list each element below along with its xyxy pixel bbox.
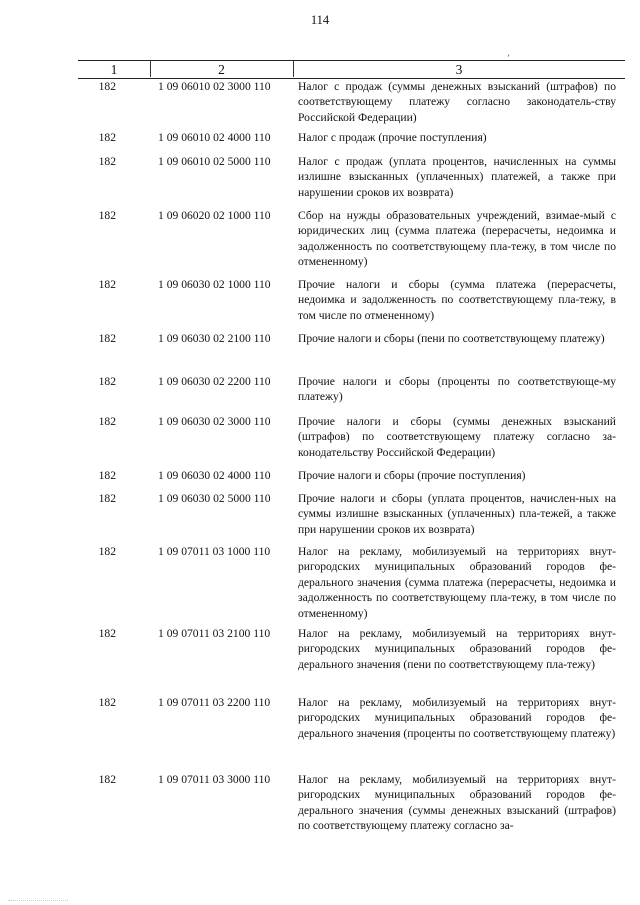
row-kbk-code: 1 09 06030 02 3000 110 <box>158 415 271 428</box>
column-header-2: 2 <box>218 62 225 77</box>
row-kbk-code: 1 09 06010 02 4000 110 <box>158 131 271 144</box>
row-code: 182 <box>98 492 116 505</box>
row-kbk-code: 1 09 06030 02 5000 110 <box>158 492 271 505</box>
column-divider-1 <box>150 60 151 77</box>
page-number: 114 <box>310 13 330 27</box>
row-kbk-code: 1 09 06030 02 2100 110 <box>158 332 271 345</box>
row-kbk-code: 1 09 06010 02 5000 110 <box>158 155 271 168</box>
row-description: Налог на рекламу, мобилизуемый на территориях внут-ригородских муниципальных образований городов фе-дерального значения (пени по соответствующему пла-тежу) <box>298 627 616 671</box>
row-kbk-code: 1 09 06030 02 4000 110 <box>158 469 271 482</box>
row-kbk-code: 1 09 06030 02 2200 110 <box>158 375 271 388</box>
row-code: 182 <box>98 131 116 144</box>
margin-line <box>8 900 68 901</box>
row-description: Налог с продаж (суммы денежных взысканий (штрафов) по соответствующему платежу согласно законодатель-ству Российской Федерации) <box>298 80 616 124</box>
row-kbk-code: 1 09 06010 02 3000 110 <box>158 80 271 93</box>
row-kbk-code: 1 09 07011 03 3000 110 <box>158 773 271 786</box>
row-code: 182 <box>98 773 116 786</box>
row-description: Налог на рекламу, мобилизуемый на территориях внут-ригородских муниципальных образований городов фе-дерального значения (суммы денежных взысканий (штрафов) по соответствующему платежу согласно за- <box>298 773 616 833</box>
row-description: Налог на рекламу, мобилизуемый на территориях внут-ригородских муниципальных образований городов фе-дерального значения (проценты по соответствующему платежу) <box>298 696 616 740</box>
row-description: Налог на рекламу, мобилизуемый на территориях внут-ригородских муниципальных образований городов фе-дерального значения (сумма платежа (перерасчеты, недоимка и задолженность по соответствующему пла-тежу, в том числе по отмененному) <box>298 545 616 620</box>
row-kbk-code: 1 09 07011 03 1000 110 <box>158 545 271 558</box>
column-header-1: 1 <box>110 62 118 77</box>
row-code: 182 <box>98 332 116 345</box>
row-description: Прочие налоги и сборы (пени по соответствующему платежу) <box>298 332 605 345</box>
row-code: 182 <box>98 415 116 428</box>
row-kbk-code: 1 09 06030 02 1000 110 <box>158 278 271 291</box>
row-kbk-code: 1 09 07011 03 2100 110 <box>158 627 271 640</box>
column-divider-2 <box>293 60 294 77</box>
row-code: 182 <box>98 155 116 168</box>
row-description: Сбор на нужды образовательных учреждений, взимае-мый с юридических лиц (сумма платежа (перерасчеты, недоимка и задолженность по соответствующему пла-тежу, в том числе по отмененному) <box>298 209 616 269</box>
row-description: Прочие налоги и сборы (сумма платежа (перерасчеты, недоимка и задолженность по соответствующему пла-тежу, в том числе по отмененному) <box>298 278 616 322</box>
row-code: 182 <box>98 278 116 291</box>
row-description: Налог с продаж (уплата процентов, начисленных на суммы излишне взысканных (уплаченных) платежей, а также при нарушении сроков их возврата) <box>298 155 616 199</box>
row-code: 182 <box>98 375 116 388</box>
row-description: Прочие налоги и сборы (уплата процентов, начислен-ных на суммы излишне взысканных (уплаченных) пла-тежей, а также при нарушении сроков их возврата) <box>298 492 616 536</box>
row-description: Налог с продаж (прочие поступления) <box>298 131 487 144</box>
row-code: 182 <box>98 545 116 558</box>
table-header <box>78 60 625 79</box>
row-code: 182 <box>98 209 116 222</box>
scan-mark: ’ <box>507 53 510 63</box>
row-description: Прочие налоги и сборы (проценты по соответствующе-му платежу) <box>298 375 616 404</box>
column-header-3: 3 <box>455 62 463 77</box>
row-code: 182 <box>98 627 116 640</box>
row-code: 182 <box>98 80 116 93</box>
row-description: Прочие налоги и сборы (суммы денежных взысканий (штрафов) по соответствующему платежу согласно за-конодательству Российской Федерации) <box>298 415 616 459</box>
row-kbk-code: 1 09 07011 03 2200 110 <box>158 696 271 709</box>
row-code: 182 <box>98 696 116 709</box>
row-code: 182 <box>98 469 116 482</box>
row-description: Прочие налоги и сборы (прочие поступления) <box>298 469 526 482</box>
row-kbk-code: 1 09 06020 02 1000 110 <box>158 209 271 222</box>
